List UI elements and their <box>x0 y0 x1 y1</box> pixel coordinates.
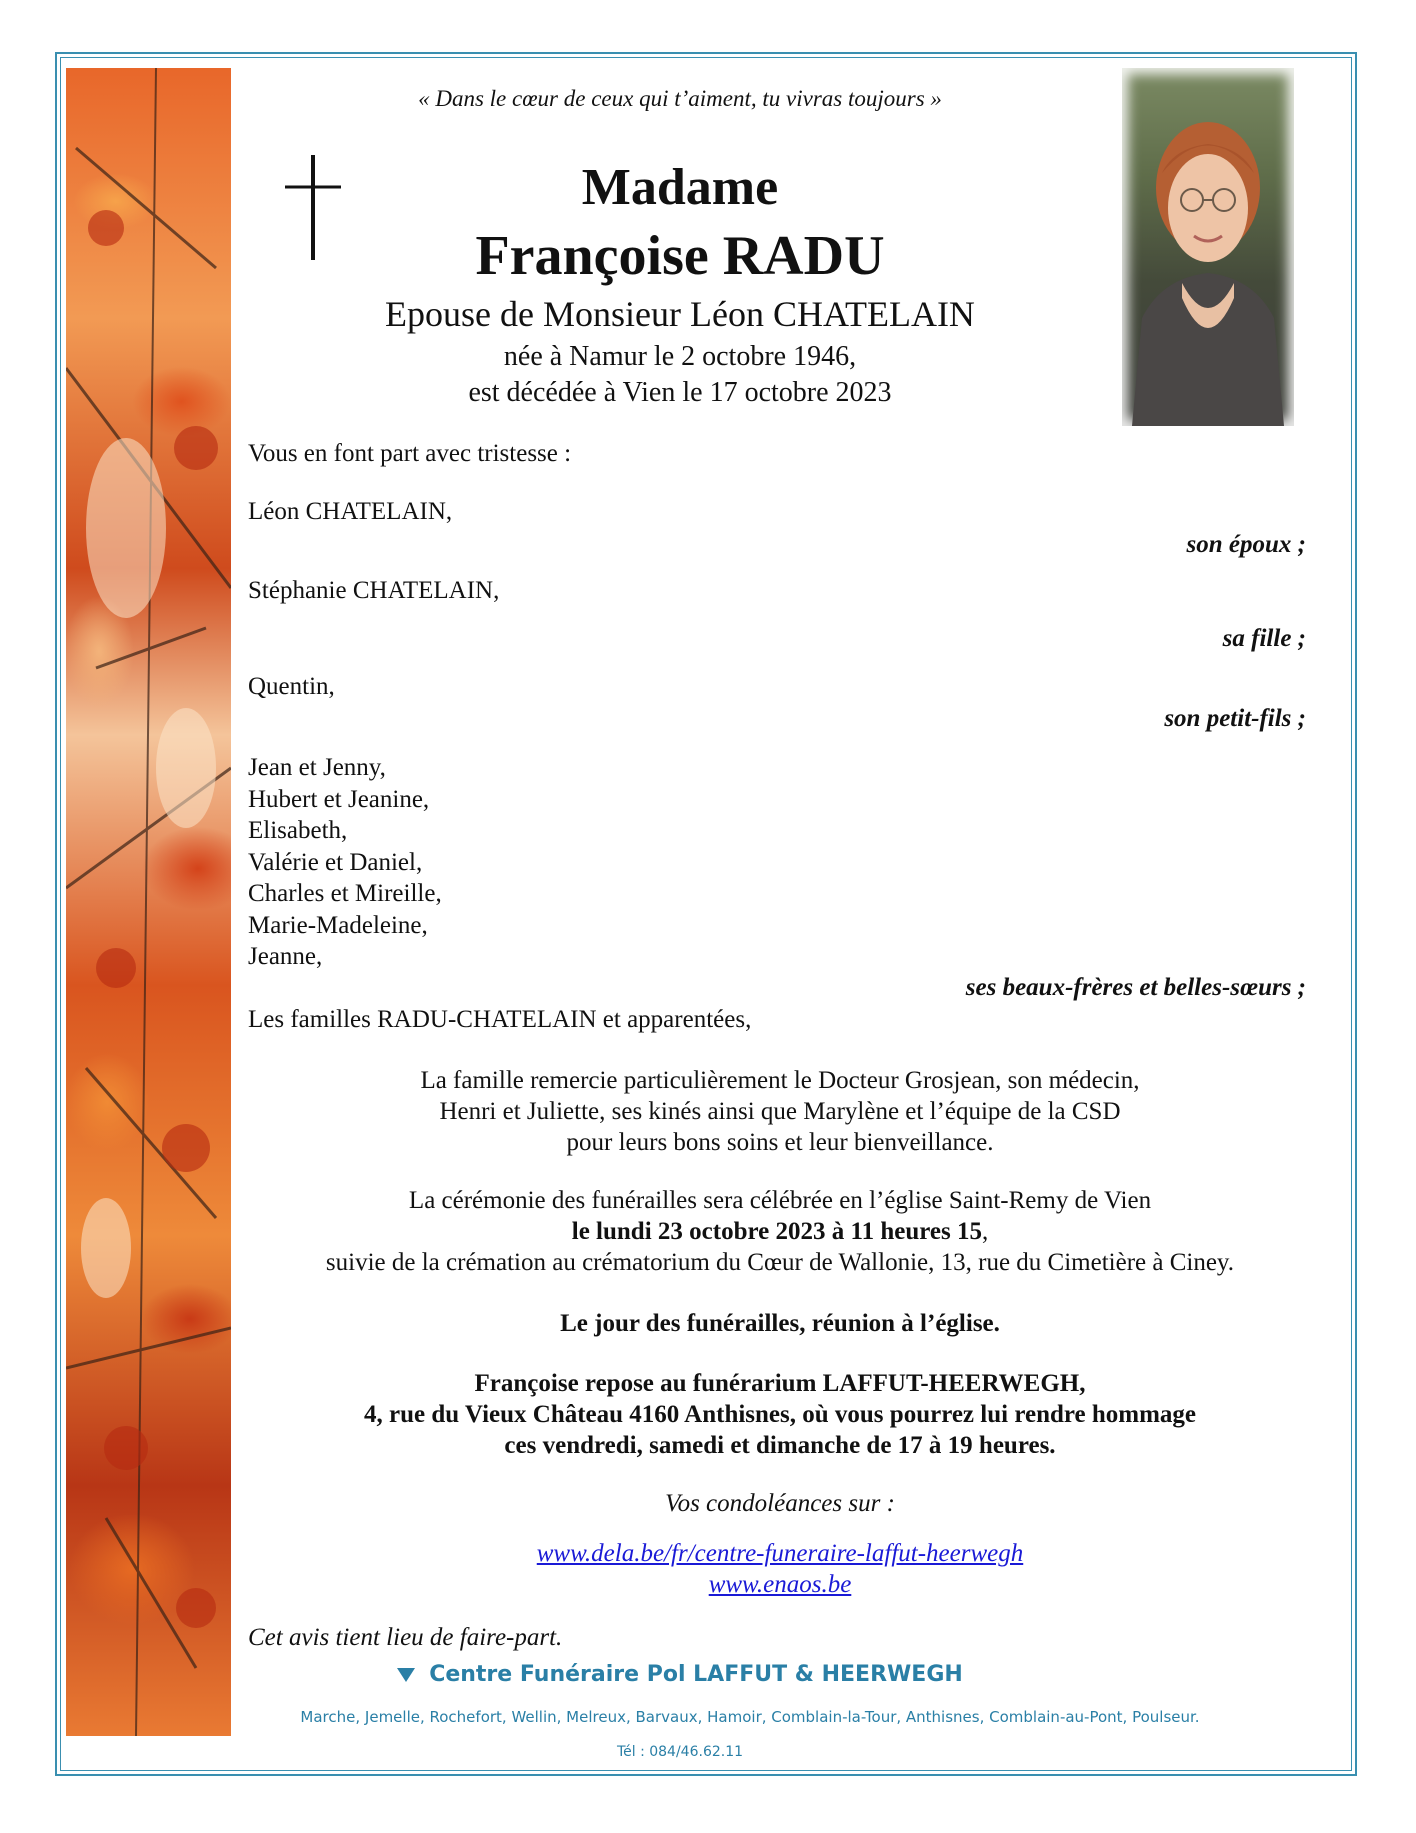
family-daughter: Stéphanie CHATELAIN, <box>248 577 500 604</box>
deceased-title: Madame <box>581 159 779 216</box>
funerarium-line: 4, rue du Vieux Château 4160 Anthisnes, où vous pourrez lui rendre hommage <box>363 1401 1197 1428</box>
meeting-notice: Le jour des funérailles, réunion à l’église. <box>560 1310 1000 1337</box>
list-item: Jeanne, <box>248 943 323 970</box>
funerarium-line: ces vendredi, samedi et dimanche de 17 à 19 heures. <box>504 1432 1056 1459</box>
ceremony-cremation: suivie de la crémation au crématorium du Cœur de Wallonie, 13, rue du Cimetière à Ciney. <box>325 1249 1235 1276</box>
condolences-link-dela[interactable]: www.dela.be/fr/centre-funeraire-laffut-heerwegh <box>536 1540 1024 1567</box>
family-daughter-relation: sa fille ; <box>1222 625 1306 652</box>
condolences-links <box>260 1538 1300 1600</box>
ceremony-paragraph <box>260 1185 1300 1278</box>
intro-text: Vous en font part avec tristesse : <box>248 440 572 467</box>
triangle-down-icon <box>397 1668 415 1682</box>
family-inlaws-list <box>248 752 442 973</box>
memorial-quote: « Dans le cœur de ceux qui t’aiment, tu vivras toujours » <box>418 86 942 111</box>
birth-line: née à Namur le 2 octobre 1946, <box>503 341 857 372</box>
thanks-line: La famille remercie particulièrement le Docteur Grosjean, son médecin, <box>420 1067 1140 1094</box>
death-line: est décédée à Vien le 17 octobre 2023 <box>468 377 892 408</box>
list-item: Charles et Mireille, <box>248 880 442 907</box>
closing-note: Cet avis tient lieu de faire-part. <box>248 1624 563 1651</box>
spouse-line: Epouse de Monsieur Léon CHATELAIN <box>385 294 975 334</box>
thanks-paragraph <box>260 1065 1300 1158</box>
ceremony-date-suffix: , <box>981 1218 989 1245</box>
funerarium-paragraph <box>260 1368 1300 1461</box>
list-item: Hubert et Jeanine, <box>248 785 430 813</box>
funeral-company-label: Centre Funéraire Pol LAFFUT & HEERWEGH <box>429 1662 963 1687</box>
funeral-company-phone: Tél : 084/46.62.11 <box>616 1744 744 1760</box>
funerarium-line: Françoise repose au funérarium LAFFUT-HEERWEGH, <box>474 1370 1086 1397</box>
list-item: Valérie et Daniel, <box>248 848 423 876</box>
family-husband: Léon CHATELAIN, <box>248 498 453 525</box>
thanks-line: Henri et Juliette, ses kinés ainsi que Marylène et l’équipe de la CSD <box>439 1098 1121 1125</box>
condolences-label: Vos condoléances sur : <box>665 1490 895 1517</box>
list-item: Jean et Jenny, <box>248 754 386 781</box>
ceremony-date: le lundi 23 octobre 2023 à 11 heures 15 <box>571 1218 982 1245</box>
family-families: Les familles RADU-CHATELAIN et apparentées, <box>248 1006 752 1033</box>
deceased-name: Françoise RADU <box>475 225 885 287</box>
autumn-leaves-image <box>66 68 231 1736</box>
funeral-company-name <box>260 1662 1100 1687</box>
portrait-photo <box>1122 68 1294 426</box>
list-item: Marie-Madeleine, <box>248 911 428 939</box>
ceremony-location: La cérémonie des funérailles sera célébrée en l’église Saint-Remy de Vien <box>408 1187 1152 1214</box>
family-grandson-relation: son petit-fils ; <box>1164 705 1306 732</box>
condolences-link-enaos[interactable]: www.enaos.be <box>708 1571 852 1598</box>
family-inlaws-relation: ses beaux-frères et belles-sœurs ; <box>965 974 1306 1001</box>
list-item: Elisabeth, <box>248 817 348 844</box>
family-grandson: Quentin, <box>248 673 335 700</box>
thanks-line: pour leurs bons soins et leur bienveillance. <box>566 1129 994 1156</box>
family-husband-relation: son époux ; <box>1186 531 1306 558</box>
funeral-company-locations: Marche, Jemelle, Rochefort, Wellin, Melreux, Barvaux, Hamoir, Comblain-la-Tour, Anthisnes, Comblain-au-Pont, Poulseur. <box>300 1708 1200 1726</box>
ceremony-date-line <box>260 1216 1300 1247</box>
